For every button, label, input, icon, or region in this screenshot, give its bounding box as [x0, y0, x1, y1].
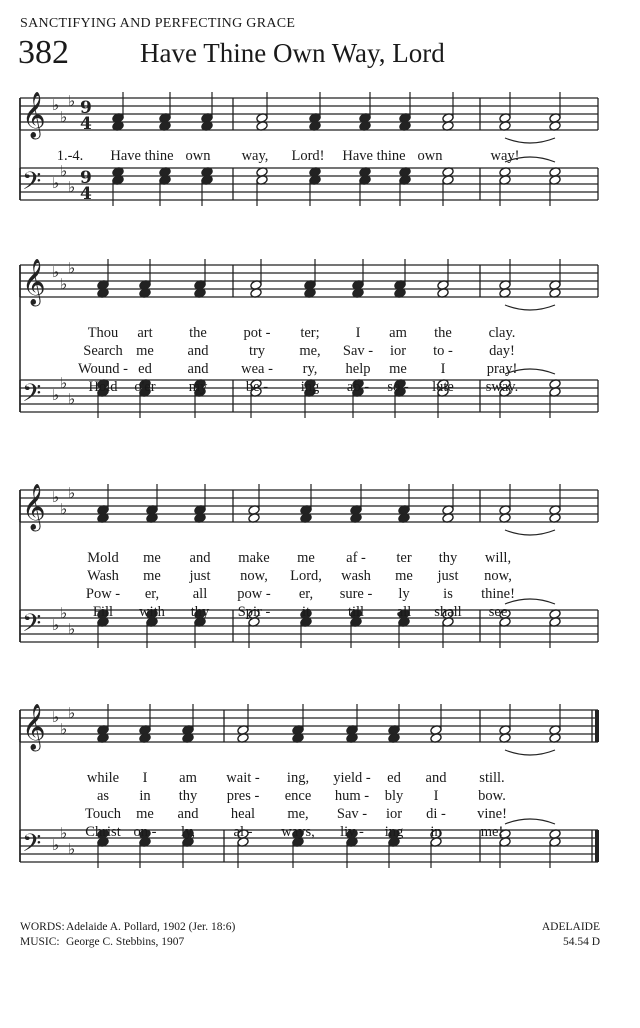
lyric-syllable: ing [384, 824, 404, 840]
lyric-syllable: help [345, 361, 371, 377]
lyric-syllable: and [425, 770, 447, 786]
lyric-syllable: ed [387, 770, 401, 786]
flat-icon: ♭ [52, 174, 60, 192]
lyric-syllable: in [430, 824, 442, 840]
hymn-number: 382 [18, 34, 69, 71]
lyric-syllable: heal [230, 806, 256, 822]
flat-icon: ♭ [68, 178, 76, 196]
flat-icon: ♭ [60, 108, 68, 126]
lyric-syllable: ly [398, 586, 410, 602]
hymn-title: Have Thine Own Way, Lord [140, 38, 445, 68]
lyric-syllable: Search [83, 343, 123, 359]
lyric-syllable: me [395, 568, 413, 584]
lyric-syllable: vine! [477, 806, 507, 822]
lyric-syllable: Christ [85, 824, 121, 840]
lyric-syllable: thine! [481, 586, 515, 602]
treble-clef-icon: 𝄞 [22, 704, 46, 750]
flat-icon: ♭ [60, 500, 68, 518]
flat-icon: ♭ [60, 162, 68, 180]
lyric-syllable: af - [346, 550, 366, 566]
lyric-syllable: me, [299, 343, 321, 359]
lyric-syllable: Sav - [342, 343, 374, 359]
lyric-syllable: thy [438, 550, 458, 566]
flat-icon: ♭ [60, 604, 68, 622]
lyric-syllable: to - [433, 343, 453, 359]
lyric-syllable: make [238, 550, 270, 566]
time-signature-icon: 9 [80, 98, 92, 118]
section-heading: SANCTIFYING AND PERFECTING GRACE [20, 16, 296, 31]
flat-icon: ♭ [52, 386, 60, 404]
lyric-syllable: be - [245, 379, 269, 395]
time-signature-icon: 4 [80, 114, 92, 134]
lyric-syllable: er, [298, 586, 314, 602]
bass-clef-icon: 𝄢 [22, 167, 42, 202]
flat-icon: ♭ [52, 836, 60, 854]
treble-clef-icon: 𝄞 [22, 484, 46, 530]
lyric-syllable: and [177, 806, 199, 822]
lyric-syllable: now, [240, 568, 268, 584]
lyric-syllable: I [355, 325, 361, 341]
lyric-syllable: Pow - [85, 586, 121, 602]
lyric-syllable: the [189, 325, 207, 341]
tie-arc [505, 819, 555, 824]
lyric-syllable: all [192, 586, 208, 602]
lyric-syllable: I [440, 361, 446, 377]
lyric-syllable: day! [489, 343, 515, 359]
lyric-syllable: clay. [488, 325, 516, 341]
flat-icon: ♭ [52, 263, 60, 281]
lyric-syllable: Sav - [336, 806, 368, 822]
lyric-syllable: yield - [333, 770, 371, 786]
lyric-syllable: wea - [241, 361, 273, 377]
lyric-syllable: pow - [237, 586, 271, 602]
lyric-syllable: just [437, 568, 459, 584]
lyric-syllable: all [396, 604, 412, 620]
flat-icon: ♭ [60, 374, 68, 392]
lyric-syllable: own [417, 148, 443, 164]
lyric-syllable: Touch [84, 806, 122, 822]
lyric-syllable: still. [479, 770, 505, 786]
lyric-syllable: Wash [87, 568, 119, 584]
lyric-syllable: me [389, 361, 407, 377]
flat-icon: ♭ [68, 484, 76, 502]
treble-clef-icon: 𝄞 [22, 92, 46, 138]
words-label: WORDS: [20, 921, 65, 933]
lyric-syllable: see [488, 604, 508, 620]
music-system-3 [0, 480, 640, 680]
lyric-syllable: me [136, 343, 154, 359]
tune-meter: 54.54 D [562, 936, 600, 948]
lyric-syllable: 1.-4. [56, 148, 84, 164]
lyric-syllable: wash [341, 568, 371, 584]
flat-icon: ♭ [68, 620, 76, 638]
tune-info [542, 920, 600, 950]
lyric-syllable: Lord, [290, 568, 322, 584]
lyric-syllable: thy [178, 788, 198, 804]
lyric-syllable: ior [385, 806, 403, 822]
lyric-syllable: ter [396, 550, 412, 566]
lyric-syllable: Lord! [291, 148, 325, 164]
lyric-syllable: sway. [485, 379, 519, 395]
music-credit: George C. Stebbins, 1907 [66, 936, 185, 948]
lyric-syllable: with [139, 604, 165, 620]
tie-arc [505, 138, 555, 143]
bass-clef-icon: 𝄢 [22, 379, 42, 414]
lyric-syllable: thy [190, 604, 210, 620]
lyric-syllable: lute [432, 379, 454, 395]
lyric-syllable: art [137, 325, 153, 341]
lyric-syllable: and [187, 343, 209, 359]
flat-icon: ♭ [68, 259, 76, 277]
lyric-syllable: me [136, 806, 154, 822]
lyric-syllable: my [188, 379, 208, 395]
lyric-syllable: o'er [134, 379, 156, 395]
lyric-syllable: bow. [478, 788, 506, 804]
lyric-syllable: is [443, 586, 453, 602]
lyric-syllable: on - [133, 824, 157, 840]
flat-icon: ♭ [68, 390, 76, 408]
lyric-syllable: Mold [87, 550, 119, 566]
lyric-syllable: Wound - [78, 361, 128, 377]
lyric-syllable: ence [284, 788, 312, 804]
lyric-syllable: pres - [226, 788, 260, 804]
lyric-syllable: pray! [486, 361, 518, 377]
words-credit: Adelaide A. Pollard, 1902 (Jer. 18:6) [66, 921, 236, 933]
flat-icon: ♭ [60, 275, 68, 293]
lyric-syllable: liv - [340, 824, 364, 840]
lyric-syllable: and [189, 550, 211, 566]
lyric-syllable: me, [287, 806, 309, 822]
lyric-syllable: I [142, 770, 148, 786]
lyric-syllable: as [96, 788, 110, 804]
hymn-credits [20, 920, 235, 950]
lyric-syllable: own [185, 148, 211, 164]
lyric-syllable: di - [426, 806, 446, 822]
lyric-syllable: shall [434, 604, 462, 620]
lyric-syllable: ed [138, 361, 152, 377]
lyric-syllable: me [143, 550, 161, 566]
lyric-syllable: way! [490, 148, 520, 164]
lyric-syllable: till [347, 604, 365, 620]
lyric-syllable: am [179, 770, 197, 786]
lyric-syllable: wait - [226, 770, 260, 786]
flat-icon: ♭ [52, 96, 60, 114]
lyric-syllable: ter; [300, 325, 320, 341]
lyric-syllable: hum - [334, 788, 370, 804]
lyric-syllable: so - [387, 379, 409, 395]
flat-icon: ♭ [52, 488, 60, 506]
flat-icon: ♭ [68, 92, 76, 110]
lyric-syllable: bly [384, 788, 404, 804]
tune-name: ADELAIDE [541, 921, 600, 933]
lyric-syllable: me [297, 550, 315, 566]
flat-icon: ♭ [60, 824, 68, 842]
treble-clef-icon: 𝄞 [22, 259, 46, 305]
lyric-syllable: Thou [87, 325, 119, 341]
lyric-syllable: and [187, 361, 209, 377]
lyric-syllable: ing, [286, 770, 310, 786]
lyric-syllable: sure - [339, 586, 373, 602]
bass-clef-icon: 𝄢 [22, 829, 42, 864]
lyric-syllable: Fill [92, 604, 114, 620]
tie-arc [505, 530, 555, 535]
lyric-syllable: me! [480, 824, 504, 840]
lyric-syllable: al - [233, 824, 253, 840]
tie-arc [505, 305, 555, 310]
lyric-syllable: will, [484, 550, 512, 566]
lyric-syllable: I [433, 788, 439, 804]
bass-clef-icon: 𝄢 [22, 609, 42, 644]
lyric-syllable: while [86, 770, 120, 786]
lyric-syllable: pot - [243, 325, 271, 341]
flat-icon: ♭ [52, 616, 60, 634]
time-signature-icon: 9 [80, 168, 92, 188]
music-system-2 [0, 255, 640, 455]
lyric-syllable: Hold [88, 379, 118, 395]
flat-icon: ♭ [52, 708, 60, 726]
lyric-syllable: me [143, 568, 161, 584]
tie-arc [505, 750, 555, 755]
lyric-syllable: am [389, 325, 407, 341]
lyric-syllable: ways, [281, 824, 315, 840]
lyric-syllable: just [189, 568, 211, 584]
music-system-1 [0, 88, 640, 238]
lyric-syllable: try [248, 343, 266, 359]
lyric-syllable: it [301, 604, 311, 620]
music-system-4 [0, 700, 640, 900]
time-signature-icon: 4 [80, 184, 92, 204]
lyric-syllable: er, [144, 586, 160, 602]
lyric-syllable: in [139, 788, 151, 804]
lyric-syllable: ior [389, 343, 407, 359]
flat-icon: ♭ [68, 704, 76, 722]
lyric-syllable: Spir - [237, 604, 271, 620]
lyric-syllable: the [434, 325, 452, 341]
music-label: MUSIC: [20, 936, 60, 948]
flat-icon: ♭ [60, 720, 68, 738]
lyric-syllable: way, [241, 148, 269, 164]
lyric-syllable: ly, [181, 824, 195, 840]
flat-icon: ♭ [68, 840, 76, 858]
lyric-syllable: Have thine [342, 148, 406, 164]
lyric-syllable: ab - [346, 379, 370, 395]
lyric-syllable: ry, [302, 361, 318, 377]
lyric-syllable: now, [484, 568, 512, 584]
lyric-syllable: Have thine [110, 148, 174, 164]
lyric-syllable: ing [300, 379, 320, 395]
